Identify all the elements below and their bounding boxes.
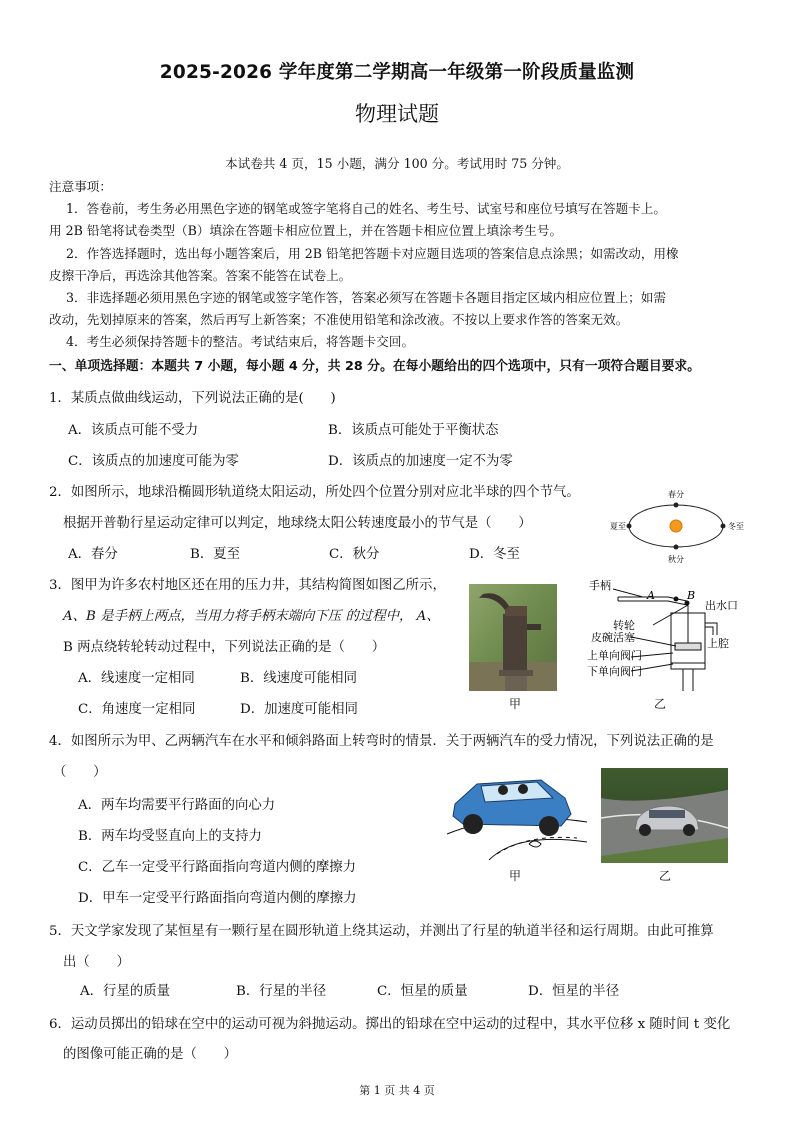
q2-option-b: B．夏至 (190, 547, 241, 562)
pump-body (503, 614, 527, 672)
car-yi-photo (601, 768, 728, 863)
sun-icon (670, 520, 682, 532)
q2-stem-2: 根据开普勒行星运动定律可以判定，地球绕太阳公转速度最小的节气是（ ） (63, 516, 532, 531)
wheel-icon (539, 816, 559, 836)
q2-stem-1: 2．如图所示，地球沿椭圆形轨道绕太阳运动，所处四个位置分别对应北半球的四个节气。 (49, 485, 580, 500)
earth-autumn (674, 545, 679, 550)
label-outlet: 出水口 (705, 599, 738, 612)
exam-intro: 本试卷共 4 页，15 小题，满分 100 分。考试用时 75 分钟。 (225, 156, 569, 171)
q2-option-c: C．秋分 (329, 547, 380, 562)
q5-option-a: A．行星的质量 (80, 984, 171, 999)
q5-option-d: D．恒星的半径 (528, 984, 620, 999)
q4-option-c: C．乙车一定受平行路面指向弯道内侧的摩擦力 (78, 860, 357, 875)
q2-option-d: D．冬至 (469, 547, 520, 562)
q6-stem-1: 6．运动员掷出的铅球在空中的运动可视为斜抛运动。掷出的铅球在空中运动的过程中，其水平位移 x 随时间 t 变化 (49, 1017, 731, 1032)
q3-stem-3: B 两点绕转轮转动过程中，下列说法正确的是（ ） (63, 640, 386, 655)
label-autumn: 秋分 (668, 555, 684, 564)
note-4: 4．考生必须保持答题卡的整洁。考试结束后，将答题卡交回。 (66, 334, 415, 349)
q4-option-a: A．两车均需要平行路面的向心力 (78, 798, 276, 813)
earth-spring (674, 503, 679, 508)
car-jia-illustration (437, 762, 593, 862)
label-piston: 皮碗活塞 (591, 631, 635, 644)
note-1a: 1．答卷前，考生务必用黑色字迹的钢笔或签字笔将自己的姓名、考生号、试室号和座位号填写在答题卡上。 (66, 201, 666, 216)
point-a (674, 597, 678, 601)
q2-option-a: A．春分 (68, 547, 118, 562)
q3-stem-2: A、B 是手柄上两点，当用力将手柄末端向下压 的过程中， A、 (63, 609, 440, 624)
q5-option-c: C．恒星的质量 (377, 984, 468, 999)
label-valve-down: 下单向阀门 (587, 665, 642, 678)
q3-caption-b: 乙 (654, 697, 667, 711)
q3-option-c: C．角速度一定相同 (78, 702, 196, 717)
pump-structure-diagram (583, 575, 773, 707)
label-a: A (647, 589, 655, 602)
label-upper: 上腔 (707, 637, 729, 650)
q4-option-d: D．甲车一定受平行路面指向弯道内侧的摩擦力 (78, 891, 357, 906)
q1-option-c: C．该质点的加速度可能为零 (68, 454, 239, 469)
exam-title: 2025-2026 学年度第二学期高一年级第一阶段质量监测 (159, 62, 635, 83)
q3-caption-a: 甲 (509, 697, 522, 711)
q3-option-a: A．线速度一定相同 (78, 671, 195, 686)
label-b: B (687, 589, 696, 602)
q4-option-b: B．两车均受竖直向上的支持力 (78, 829, 262, 844)
label-summer: 夏至 (610, 522, 626, 531)
label-wheel: 转轮 (613, 619, 635, 632)
note-2a: 2．作答选择题时，选出每小题答案后，用 2B 铅笔把答题卡对应题目选项的答案信息点涂黑；如需改动，用橡 (66, 246, 679, 261)
note-1b: 用 2B 铅笔将试卷类型（B）填涂在答题卡相应位置上，并在答题卡相应位置上填涂考生号。 (49, 223, 563, 238)
note-3a: 3．非选择题必须用黑色字迹的钢笔或签字笔作答，答案必须写在答题卡各题目指定区域内相应位置上；如需 (66, 290, 666, 305)
q1-option-d: D．该质点的加速度一定不为零 (328, 454, 513, 469)
q4-stem: 4．如图所示为甲、乙两辆汽车在水平和倾斜路面上转弯时的情景．关于两辆汽车的受力情况，下列说法正确的是 (49, 734, 714, 749)
label-spring: 春分 (668, 490, 684, 499)
q1-stem: 1．某质点做曲线运动，下列说法正确的是( ) (49, 391, 336, 406)
q3-option-b: B．线速度可能相同 (240, 671, 357, 686)
label-valve-up: 上单向阀门 (587, 649, 642, 662)
earth-summer (627, 524, 632, 529)
wheel-icon (463, 814, 483, 834)
earth-winter (721, 524, 726, 529)
q5-stem-1: 5．天文学家发现了某恒星有一颗行星在圆形轨道上绕其运动，并测出了行星的轨道半径和运行周期。由此可推算 (49, 924, 714, 939)
note-2b: 皮擦干净后，再选涂其他答案。答案不能答在试卷上。 (49, 268, 352, 283)
exam-subtitle: 物理试题 (355, 102, 439, 126)
orbit-diagram (606, 486, 746, 566)
notes-heading: 注意事项： (49, 179, 112, 194)
page-footer: 第 1 页 共 4 页 (359, 1084, 435, 1097)
q3-stem-1: 3．图甲为许多农村地区还在用的压力井，其结构简图如图乙所示， (49, 578, 446, 593)
q1-option-b: B．该质点可能处于平衡状态 (328, 423, 499, 438)
q4-caption-a: 甲 (509, 869, 522, 883)
pump-photo (469, 584, 557, 691)
q4-caption-b: 乙 (659, 869, 672, 883)
section-heading: 一、单项选择题：本题共 7 小题，每小题 4 分，共 28 分。在每小题给出的四个选项中，只有一项符合题目要求。 (49, 359, 701, 374)
q4-paren: （ ） (53, 765, 107, 780)
q5-stem-2: 出（ ） (63, 955, 130, 970)
label-handle: 手柄 (589, 579, 611, 592)
label-winter: 冬至 (728, 522, 744, 531)
q5-option-b: B．行星的半径 (236, 984, 327, 999)
q1-option-a: A．该质点可能不受力 (68, 423, 199, 438)
note-3b: 改动，先划掉原来的答案，然后再写上新答案；不准使用铅笔和涂改液。不按以上要求作答的答案无效。 (49, 312, 629, 327)
q6-stem-2: 的图像可能正确的是（ ） (63, 1047, 238, 1062)
q3-option-d: D．加速度可能相同 (240, 702, 358, 717)
